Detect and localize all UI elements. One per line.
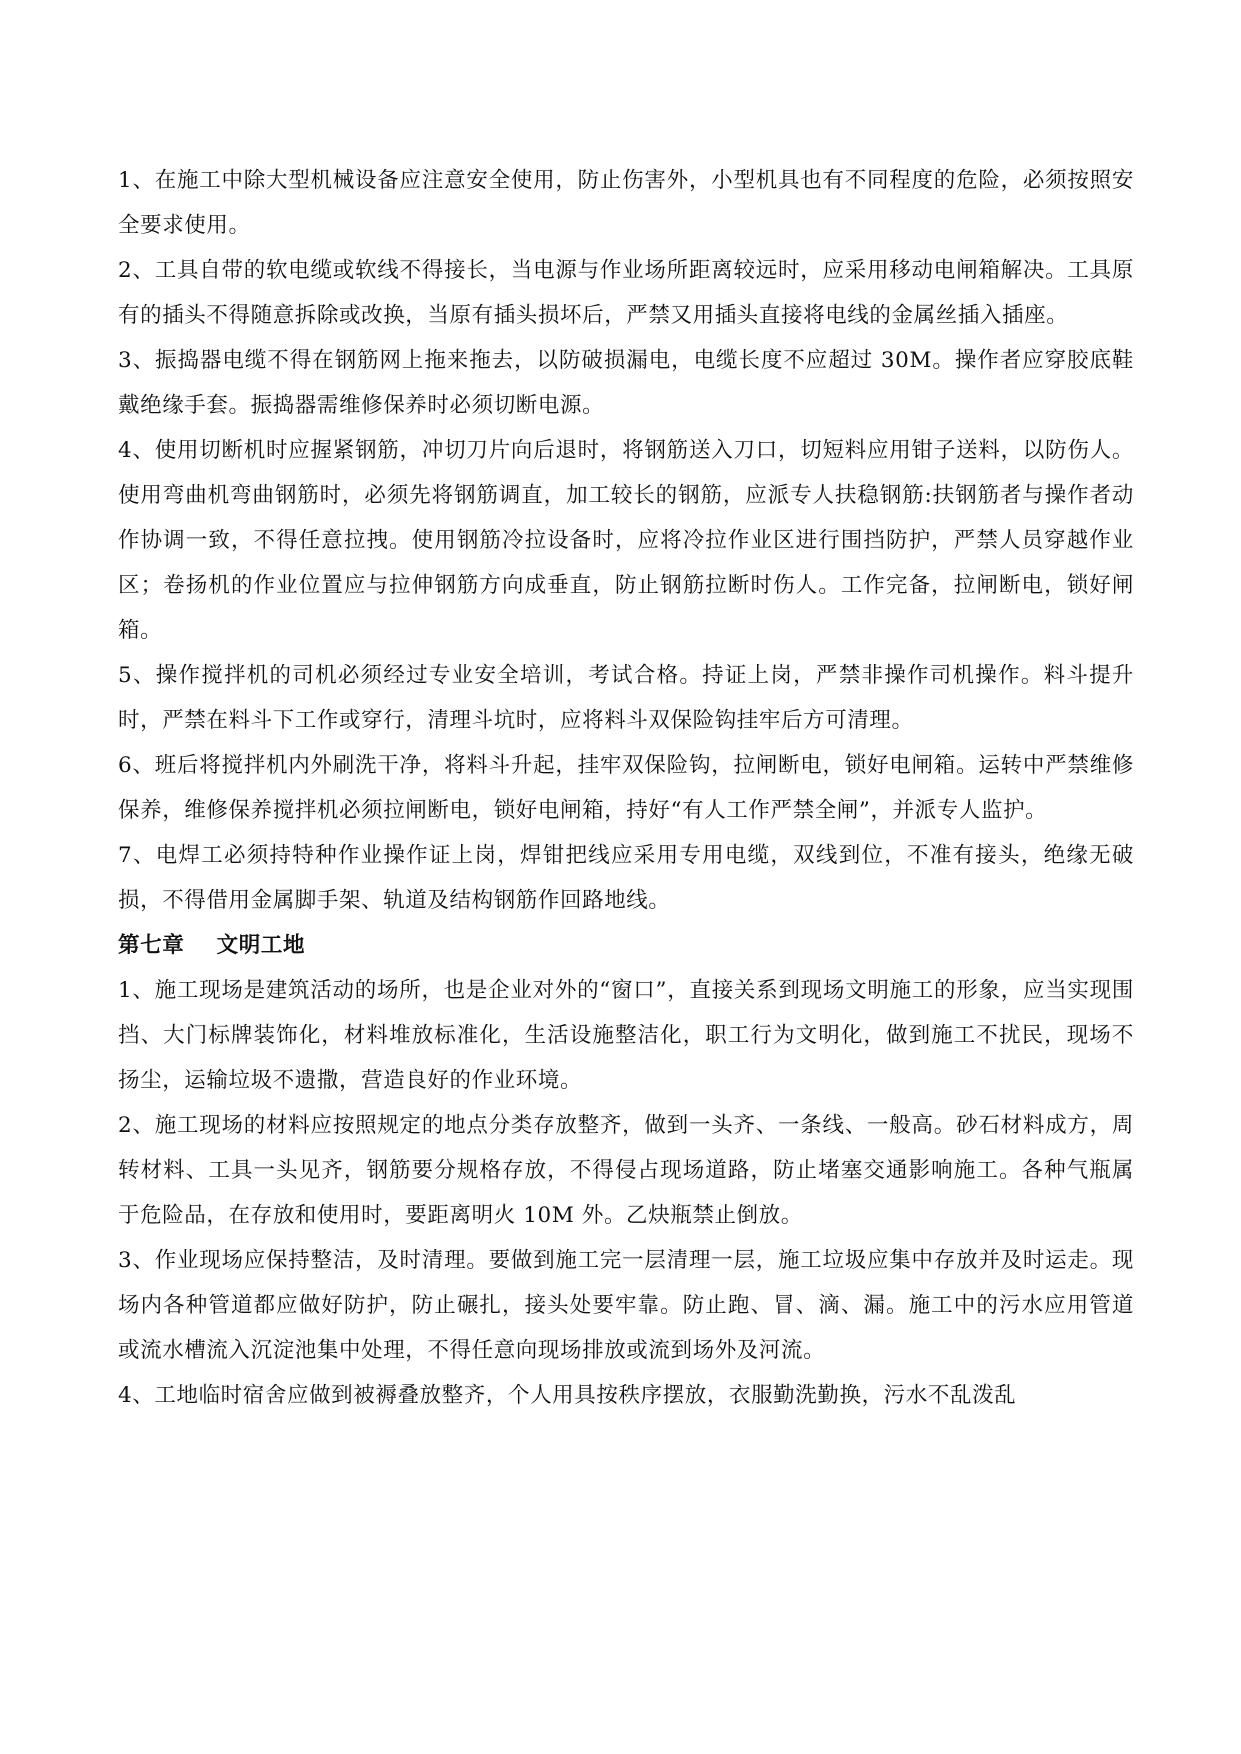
paragraph-tool-safety-7: 7、电焊工必须持特种作业操作证上岗，焊钳把线应采用专用电缆，双线到位，不准有接头，绝缘无破损，不得借用金属脚手架、轨道及结构钢筋作回路地线。 <box>118 843 1134 913</box>
paragraph-tool-safety-4: 4、使用切断机时应握紧钢筋，冲切刀片向后退时，将钢筋送入刀口，切短料应用钳子送料，以防伤人。使用弯曲机弯曲钢筋时，必须先将钢筋调直，加工较长的钢筋，应派专人扶稳钢筋:扶钢筋者与操作者动作协调一致，不得任意拉拽。使用钢筋冷拉设备时，应将冷拉作业区进行围挡防护，严禁人员穿越作业区；卷扬机的作业位置应与拉伸钢筋方向成垂直，防止钢筋拉断时伤人。工作完备，拉闸断电，锁好闸箱。 <box>118 438 1134 643</box>
paragraph-tool-safety-1: 1、在施工中除大型机械设备应注意安全使用，防止伤害外，小型机具也有不同程度的危险，必须按照安全要求使用。 <box>118 168 1134 238</box>
paragraph-civilized-site-2: 2、施工现场的材料应按照规定的地点分类存放整齐，做到一头齐、一条线、一般高。砂石材料成方，周转材料、工具一头见齐，钢筋要分规格存放，不得侵占现场道路，防止堵塞交通影响施工。各种气瓶属于危险品，在存放和使用时，要距离明火 10M 外。乙炔瓶禁止倒放。 <box>118 1113 1134 1228</box>
chapter-heading: 第七章 文明工地 <box>118 933 306 958</box>
document-body <box>118 158 1134 1418</box>
paragraph-tool-safety-6: 6、班后将搅拌机内外刷洗干净，将料斗升起，挂牢双保险钩，拉闸断电，锁好电闸箱。运转中严禁维修保养，维修保养搅拌机必须拉闸断电，锁好电闸箱，持好“有人工作严禁全闸”，并派专人监护。 <box>118 753 1134 823</box>
paragraph-civilized-site-3: 3、作业现场应保持整洁，及时清理。要做到施工完一层清理一层，施工垃圾应集中存放并及时运走。现场内各种管道都应做好防护，防止碾扎，接头处要牢靠。防止跑、冒、滴、漏。施工中的污水应用管道或流水槽流入沉淀池集中处理，不得任意向现场排放或流到场外及河流。 <box>118 1248 1134 1363</box>
paragraph-civilized-site-4: 4、工地临时宿舍应做到被褥叠放整齐，个人用具按秩序摆放，衣服勤洗勤换，污水不乱泼乱 <box>118 1383 1017 1408</box>
paragraph-civilized-site-1: 1、施工现场是建筑活动的场所，也是企业对外的“窗口”，直接关系到现场文明施工的形象，应当实现围挡、大门标牌装饰化，材料堆放标准化，生活设施整洁化，职工行为文明化，做到施工不扰民，现场不扬尘，运输垃圾不遗撒，营造良好的作业环境。 <box>118 978 1134 1093</box>
paragraph-tool-safety-2: 2、工具自带的软电缆或软线不得接长，当电源与作业场所距离较远时，应采用移动电闸箱解决。工具原有的插头不得随意拆除或改换，当原有插头损坏后，严禁又用插头直接将电线的金属丝插入插座。 <box>118 258 1134 328</box>
paragraph-tool-safety-3: 3、振捣器电缆不得在钢筋网上拖来拖去，以防破损漏电，电缆长度不应超过 30M。操作者应穿胶底鞋戴绝缘手套。振捣器需维修保养时必须切断电源。 <box>118 348 1134 418</box>
paragraph-tool-safety-5: 5、操作搅拌机的司机必须经过专业安全培训，考试合格。持证上岗，严禁非操作司机操作。料斗提升时，严禁在料斗下工作或穿行，清理斗坑时，应将料斗双保险钩挂牢后方可清理。 <box>118 663 1134 733</box>
